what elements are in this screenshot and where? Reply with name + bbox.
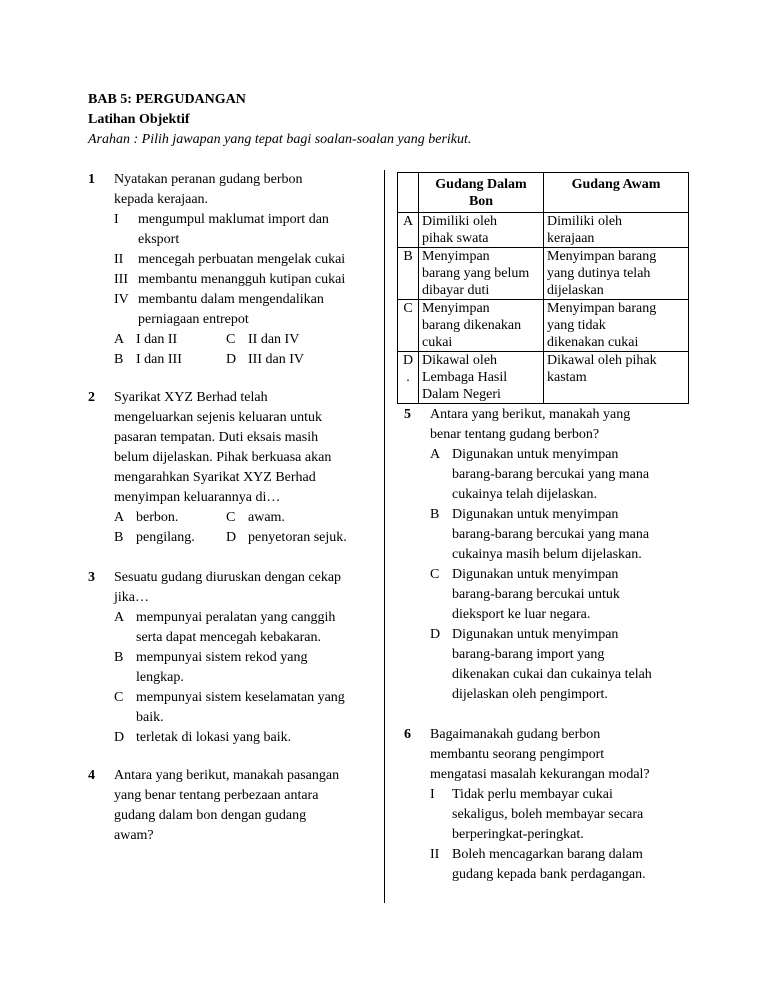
- statement-text: perniagaan entrepot: [138, 312, 249, 327]
- statement-text: Tidak perlu membayar cukai: [452, 787, 613, 802]
- table-row[interactable]: [398, 248, 689, 300]
- cell-text: yang dutinya telah: [547, 266, 651, 281]
- table-row[interactable]: [398, 352, 689, 404]
- option-key: B: [114, 530, 124, 545]
- option-text: baik.: [136, 710, 164, 725]
- question-number: 5: [404, 407, 411, 422]
- answer-option-a[interactable]: [114, 508, 226, 528]
- option-text: serta dapat mencegah kebakaran.: [136, 630, 322, 645]
- statement-item: [114, 210, 378, 250]
- cell-text: Menyimpan: [422, 301, 490, 316]
- statement-item: [114, 250, 378, 270]
- option-key: A: [430, 447, 441, 462]
- option-text: Digunakan untuk menyimpan: [452, 507, 619, 522]
- cell-text: dibayar duti: [422, 283, 490, 298]
- option-text: mempunyai sistem keselamatan yang: [136, 690, 345, 705]
- statement-text: mencegah perbuatan mengelak cukai: [138, 252, 346, 267]
- answer-option-c[interactable]: [226, 508, 285, 528]
- table-header-gudang-dalam-bon: [419, 173, 544, 213]
- chapter-title: BAB 5: PERGUDANGAN: [88, 92, 246, 107]
- row-key: C: [403, 301, 413, 316]
- statement-key: II: [114, 252, 124, 267]
- question-text-line: gudang dalam bon dengan gudang: [114, 808, 307, 823]
- question-text-line: awam?: [114, 828, 154, 843]
- cell-text: Dimiliki oleh: [422, 214, 498, 229]
- statement-item: [430, 785, 704, 845]
- question-text-line: mengatasi masalah kekurangan modal?: [430, 767, 650, 782]
- cell-text: barang yang belum: [422, 266, 530, 281]
- statement-text: eksport: [138, 232, 180, 247]
- answer-option-a[interactable]: [114, 608, 378, 648]
- statement-item: [114, 270, 378, 290]
- option-text: I dan III: [136, 352, 182, 367]
- table-header-gudang-awam: Gudang Awam: [544, 173, 689, 213]
- cell-text: yang tidak: [547, 318, 606, 333]
- statement-item: [430, 845, 704, 885]
- option-key: D: [226, 530, 237, 545]
- table-row[interactable]: [398, 213, 689, 248]
- instruction-text: Arahan : Pilih jawapan yang tepat bagi soalan-soalan yang berikut.: [88, 132, 472, 147]
- question-4: [88, 766, 378, 846]
- table-header-row: [398, 173, 689, 213]
- answer-option-b[interactable]: [114, 648, 378, 688]
- cell-text: Dimiliki oleh: [547, 214, 623, 229]
- cell-text: kerajaan: [547, 231, 595, 246]
- statement-text: membantu dalam mengendalikan: [138, 292, 324, 307]
- statement-key: IV: [114, 292, 129, 307]
- option-key: B: [430, 507, 440, 522]
- statement-item: [114, 290, 378, 330]
- question-text-line: Syarikat XYZ Berhad telah: [114, 390, 268, 405]
- question-number: 3: [88, 570, 95, 585]
- statement-key: III: [114, 272, 128, 287]
- question-number: 6: [404, 727, 411, 742]
- statement-text: membantu menangguh kutipan cukai: [138, 272, 346, 287]
- answer-option-c[interactable]: [226, 330, 299, 350]
- question-3: [88, 568, 378, 748]
- question-text-line: Nyatakan peranan gudang berbon: [114, 172, 303, 187]
- page-header: [88, 90, 471, 150]
- answer-row: [114, 508, 378, 528]
- option-text: mempunyai sistem rekod yang: [136, 650, 308, 665]
- cell-text: kastam: [547, 370, 587, 385]
- statement-key: II: [430, 847, 440, 862]
- option-key: C: [226, 510, 236, 525]
- answer-row: [114, 528, 378, 548]
- option-text: Digunakan untuk menyimpan: [452, 627, 619, 642]
- option-key: D: [430, 627, 441, 642]
- option-key: C: [226, 332, 236, 347]
- cell-text: dikenakan cukai: [547, 335, 639, 350]
- statement-key: I: [114, 212, 119, 227]
- question-text-line: menyimpan keluarannya di…: [114, 490, 281, 505]
- cell-text: Dalam Negeri: [422, 387, 501, 402]
- table-header-blank: [398, 173, 419, 213]
- option-key: A: [114, 610, 125, 625]
- answer-option-b[interactable]: [114, 528, 226, 548]
- statement-text: sekaligus, boleh membayar secara: [452, 807, 644, 822]
- row-key: A: [402, 214, 414, 229]
- question-number: 2: [88, 390, 95, 405]
- option-key: A: [114, 510, 125, 525]
- comparison-table: [397, 172, 689, 404]
- header-text: Gudang Dalam: [435, 177, 527, 192]
- question-text-line: kepada kerajaan.: [114, 192, 209, 207]
- row-key: .: [406, 370, 410, 385]
- cell-text: cukai: [422, 335, 453, 350]
- option-text: pengilang.: [136, 530, 195, 545]
- cell-text: Dikawal oleh pihak: [547, 353, 657, 368]
- question-text-line: benar tentang gudang berbon?: [430, 427, 600, 442]
- question-1: [88, 170, 378, 370]
- row-key: B: [403, 249, 413, 264]
- question-text-line: Bagaimanakah gudang berbon: [430, 727, 601, 742]
- question-6: [404, 725, 704, 885]
- cell-text: Menyimpan barang: [547, 249, 657, 264]
- answer-option-a[interactable]: [114, 330, 226, 350]
- question-number: 1: [88, 172, 95, 187]
- cell-text: barang dikenakan: [422, 318, 522, 333]
- answer-option-c[interactable]: [114, 688, 378, 728]
- statement-text: berperingkat-peringkat.: [452, 827, 584, 842]
- option-text: terletak di lokasi yang baik.: [136, 730, 292, 745]
- option-text: I dan II: [136, 332, 178, 347]
- option-text: awam.: [248, 510, 285, 525]
- option-text: berbon.: [136, 510, 179, 525]
- option-text: dikenakan cukai dan cukainya telah: [452, 667, 652, 682]
- column-divider: [384, 170, 385, 903]
- answer-option-b[interactable]: [430, 505, 704, 565]
- question-text-line: Antara yang berikut, manakah pasangan: [114, 768, 340, 783]
- answer-option-d[interactable]: [114, 728, 378, 748]
- answer-option-d[interactable]: [226, 528, 347, 548]
- cell-text: Lembaga Hasil: [422, 370, 508, 385]
- cell-text: Menyimpan: [422, 249, 490, 264]
- question-text-line: mengarahkan Syarikat XYZ Berhad: [114, 470, 316, 485]
- answer-option-b[interactable]: [114, 350, 226, 370]
- option-text: Digunakan untuk menyimpan: [452, 567, 619, 582]
- cell-text: Menyimpan barang: [547, 301, 657, 316]
- row-key: D: [402, 353, 414, 368]
- answer-row: [114, 330, 378, 350]
- section-subtitle: Latihan Objektif: [88, 112, 190, 127]
- option-key: B: [114, 352, 124, 367]
- header-text: Bon: [468, 194, 494, 209]
- question-text-line: mengeluarkan sejenis keluaran untuk: [114, 410, 322, 425]
- question-text-line: yang benar tentang perbezaan antara: [114, 788, 319, 803]
- option-key: C: [430, 567, 440, 582]
- option-text: cukainya masih belum dijelaskan.: [452, 547, 642, 562]
- option-text: barang-barang bercukai yang mana: [452, 467, 650, 482]
- statement-text: mengumpul maklumat import dan: [138, 212, 329, 227]
- answer-option-d[interactable]: [226, 350, 304, 370]
- option-text: barang-barang bercukai untuk: [452, 587, 620, 602]
- answer-option-d[interactable]: [430, 625, 704, 705]
- option-key: B: [114, 650, 124, 665]
- answer-row: [114, 350, 378, 370]
- option-text: dieksport ke luar negara.: [452, 607, 591, 622]
- option-text: barang-barang import yang: [452, 647, 605, 662]
- question-5: [404, 405, 704, 705]
- statement-text: gudang kepada bank perdagangan.: [452, 867, 646, 882]
- cell-text: Dikawal oleh: [422, 353, 498, 368]
- option-text: Digunakan untuk menyimpan: [452, 447, 619, 462]
- question-text-line: Sesuatu gudang diuruskan dengan cekap: [114, 570, 342, 585]
- cell-text: pihak swata: [422, 231, 489, 246]
- option-text: II dan IV: [248, 332, 300, 347]
- question-text-line: Antara yang berikut, manakah yang: [430, 407, 631, 422]
- statement-text: Boleh mencagarkan barang dalam: [452, 847, 643, 862]
- question-2: [88, 388, 378, 548]
- table-row[interactable]: [398, 300, 689, 352]
- option-text: mempunyai peralatan yang canggih: [136, 610, 336, 625]
- question-text-line: jika…: [114, 590, 149, 605]
- question-text-line: belum dijelaskan. Pihak berkuasa akan: [114, 450, 332, 465]
- option-key: D: [226, 352, 237, 367]
- option-text: cukainya telah dijelaskan.: [452, 487, 597, 502]
- option-text: lengkap.: [136, 670, 184, 685]
- option-text: dijelaskan oleh pengimport.: [452, 687, 608, 702]
- question-text-line: pasaran tempatan. Duti eksais masih: [114, 430, 319, 445]
- option-key: D: [114, 730, 125, 745]
- question-text-line: membantu seorang pengimport: [430, 747, 605, 762]
- statement-key: I: [430, 787, 435, 802]
- option-text: barang-barang bercukai yang mana: [452, 527, 650, 542]
- option-text: III dan IV: [248, 352, 304, 367]
- option-key: C: [114, 690, 124, 705]
- answer-option-c[interactable]: [430, 565, 704, 625]
- answer-option-a[interactable]: [430, 445, 704, 505]
- option-text: penyetoran sejuk.: [248, 530, 347, 545]
- option-key: A: [114, 332, 125, 347]
- cell-text: dijelaskan: [547, 283, 604, 298]
- question-number: 4: [88, 768, 95, 783]
